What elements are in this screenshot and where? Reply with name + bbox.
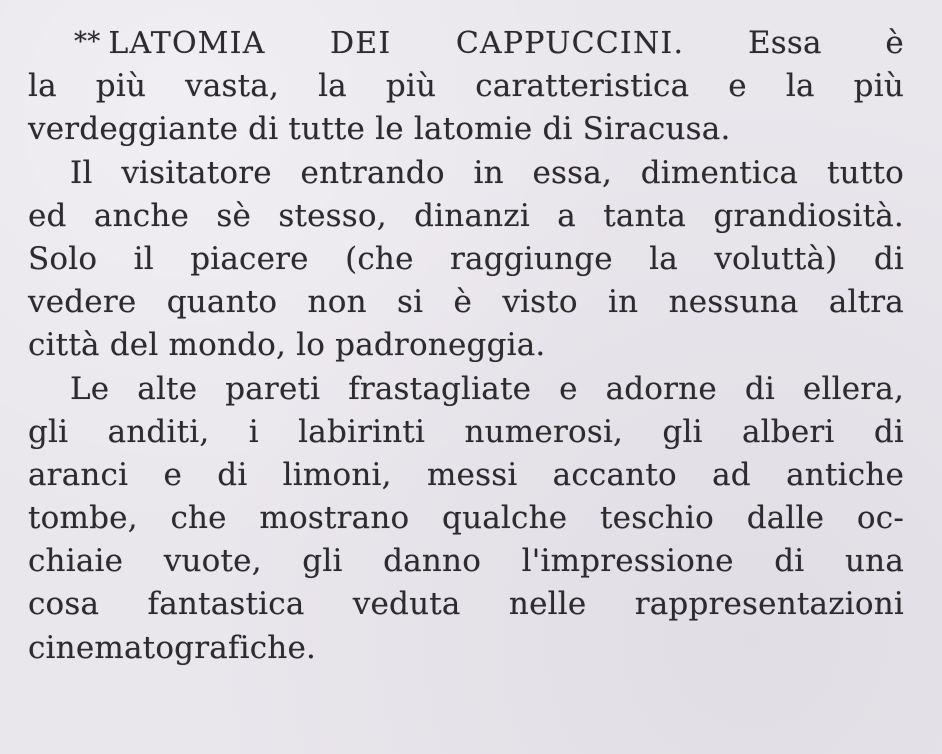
text-line: cinematografiche. bbox=[28, 629, 317, 666]
text-line: ed anche sè stesso, dinanzi a tanta grandiosità. bbox=[28, 197, 904, 234]
text-block bbox=[28, 22, 904, 670]
text-line: aranci e di limoni, messi accanto ad antiche bbox=[28, 456, 904, 493]
text-line: verdeggiante di tutte le latomie di Siracusa. bbox=[28, 111, 731, 148]
paragraph-start-line: Le alte pareti frastagliate e adorne di ellera, bbox=[70, 370, 904, 407]
heading-marker: ** bbox=[74, 27, 101, 57]
text-line: Solo il piacere (che raggiunge la voluttà) di bbox=[28, 240, 904, 277]
text-line: vedere quanto non si è visto in nessuna altra bbox=[28, 284, 904, 321]
text-line: città del mondo, lo padroneggia. bbox=[28, 327, 546, 364]
text-line: Essa è bbox=[747, 25, 904, 61]
text-line: gli anditi, i labirinti numerosi, gli alberi di bbox=[28, 413, 904, 450]
text-line: la più vasta, la più caratteristica e la più bbox=[28, 68, 904, 105]
heading-title: LATOMIA DEI CAPPUCCINI. bbox=[108, 26, 685, 61]
heading-line bbox=[28, 22, 904, 65]
text-line: tombe, che mostrano qualche teschio dalle oc- bbox=[28, 500, 904, 537]
text-line: cosa fantastica veduta nelle rappresentazioni bbox=[28, 586, 904, 623]
text-line: chiaie vuote, gli danno l'impressione di una bbox=[28, 543, 904, 580]
paragraph-start-line: Il visitatore entrando in essa, dimentica tutto bbox=[70, 154, 904, 191]
